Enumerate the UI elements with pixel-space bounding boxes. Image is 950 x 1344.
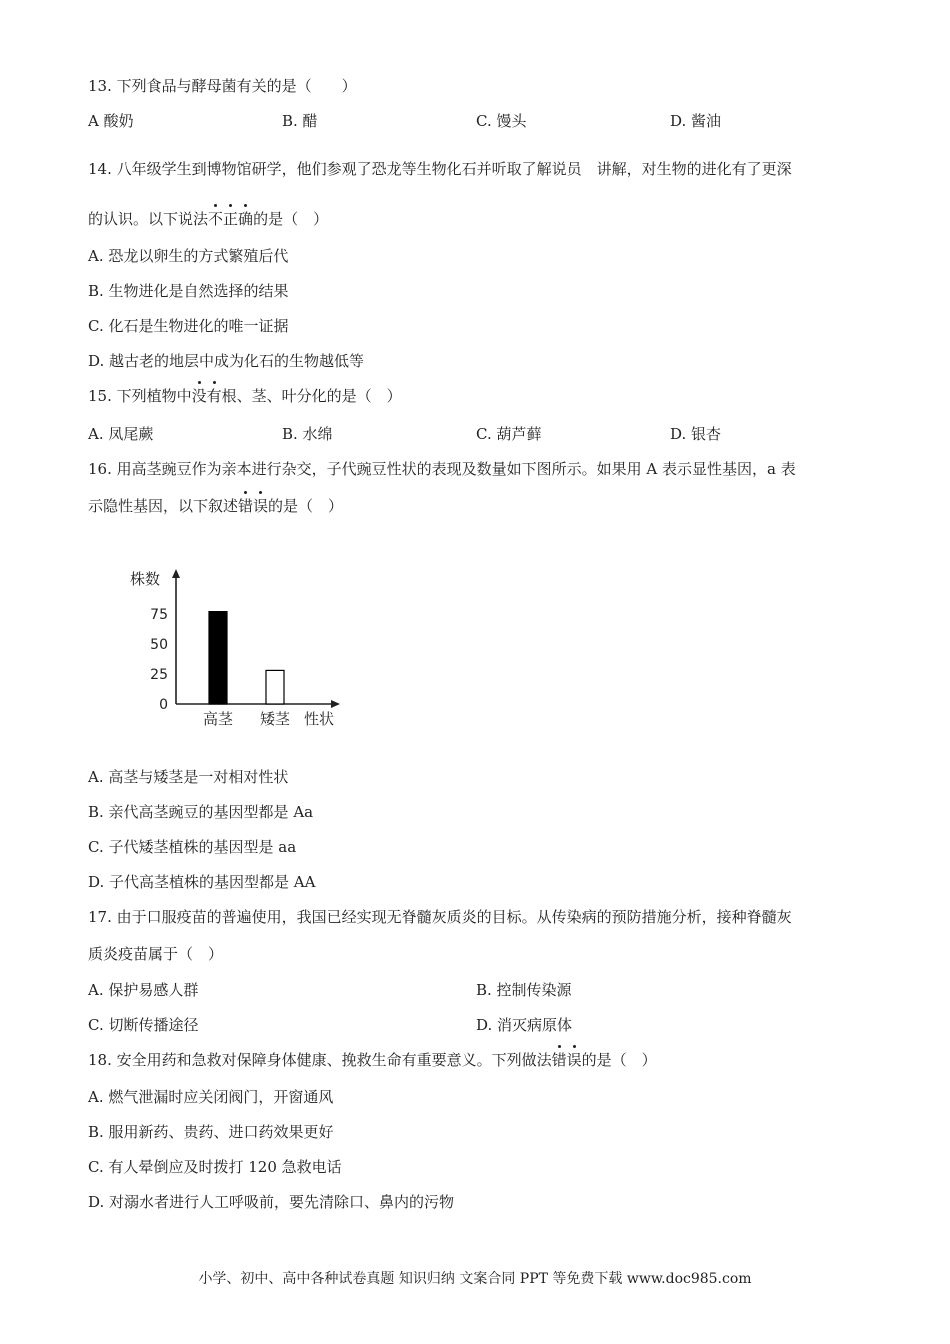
q14-option-a: A. 恐龙以卵生的方式繁殖后代 (88, 247, 289, 265)
q15-option-b: B. 水绵 (282, 425, 333, 443)
bar-chart (128, 564, 348, 734)
q17-option-a: A. 保护易感人群 (88, 981, 199, 999)
q14-option-b: B. 生物进化是自然选择的结果 (88, 282, 289, 300)
emphasis-char: 不 (208, 210, 224, 228)
x-category-label: 高茎 (202, 710, 234, 728)
q16-option-b: B. 亲代高茎豌豆的基因型都是 Aa (88, 803, 314, 821)
emphasis-char: 错 (238, 497, 254, 515)
q13-option-d: D. 酱油 (670, 112, 722, 130)
q18-stem: 18. 安全用药和急救对保障身体健康、挽救生命有重要意义。下列做法错误的是（ ） (88, 1051, 657, 1069)
q16-stem-line2: 示隐性基因，以下叙述错误的是（ ） (88, 497, 344, 515)
x-axis-label: 性状 (304, 710, 335, 728)
q16-option-a: A. 高茎与矮茎是一对相对性状 (88, 768, 289, 786)
y-tick-label: 25 (150, 667, 168, 683)
q13-option-a: A 酸奶 (88, 112, 134, 130)
q13-option-c: C. 馒头 (476, 112, 527, 130)
q14-stem-line1: 14. 八年级学生到博物馆研学，他们参观了恐龙等生物化石并听取了解说员 讲解，对生物的进化有了更深 (88, 160, 792, 178)
q17-stem-line1: 17. 由于口服疫苗的普遍使用，我国已经实现无脊髓灰质炎的目标。从传染病的预防措施分析，接种脊髓灰 (88, 908, 792, 926)
q16-stem-line1: 16. 用高茎豌豆作为亲本进行杂交，子代豌豆性状的表现及数量如下图所示。如果用 A 表示显性基因，a 表 (88, 460, 796, 478)
bar-short-stem (266, 670, 284, 704)
q16-option-c: C. 子代矮茎植株的基因型是 aa (88, 838, 297, 856)
q15-option-a: A. 凤尾蕨 (88, 425, 154, 443)
emphasis-char: 正 (223, 210, 239, 228)
q17-stem-line2: 质炎疫苗属于（ ） (88, 945, 224, 963)
x-category-label: 矮茎 (259, 710, 291, 728)
y-tick-label: 75 (150, 607, 168, 623)
emphasis-char: 有 (206, 387, 222, 405)
emphasis-char: 错 (551, 1051, 567, 1069)
emphasis-char: 确 (238, 210, 254, 228)
q15-stem: 15. 下列植物中没有根、茎、叶分化的是（ ） (88, 387, 402, 405)
q13-option-b: B. 醋 (282, 112, 318, 130)
q18-option-d: D. 对溺水者进行人工呼吸前，要先清除口、鼻内的污物 (88, 1193, 455, 1211)
y-tick-label: 0 (159, 697, 168, 713)
page-footer: 小学、初中、高中各种试卷真题 知识归纳 文案合同 PPT 等免费下载 www.doc985.com (198, 1271, 752, 1287)
q15-option-c: C. 葫芦藓 (476, 425, 542, 443)
q14-option-c: C. 化石是生物进化的唯一证据 (88, 317, 289, 335)
y-axis-label: 株数 (130, 570, 161, 588)
q15-option-d: D. 银杏 (670, 425, 722, 443)
q17-option-c: C. 切断传播途径 (88, 1016, 199, 1034)
y-axis-arrow (172, 569, 180, 578)
y-tick-label: 50 (150, 637, 168, 653)
x-axis-arrow (331, 700, 340, 708)
q14-stem-line2: 的认识。以下说法不正确的是（ ） (88, 210, 329, 228)
q14-option-d: D. 越古老的地层中成为化石的生物越低等 (88, 352, 365, 370)
q17-option-b: B. 控制传染源 (476, 981, 572, 999)
bar-tall-stem (209, 612, 227, 704)
q16-option-d: D. 子代高茎植株的基因型都是 AA (88, 873, 316, 891)
emphasis-char: 误 (566, 1051, 582, 1069)
q17-option-d: D. 消灭病原体 (476, 1016, 573, 1034)
emphasis-char: 误 (253, 497, 269, 515)
q18-option-b: B. 服用新药、贵药、进口药效果更好 (88, 1123, 334, 1141)
q18-option-c: C. 有人晕倒应及时拨打 120 急救电话 (88, 1158, 342, 1176)
q18-option-a: A. 燃气泄漏时应关闭阀门，开窗通风 (88, 1088, 334, 1106)
q13-stem: 13. 下列食品与酵母菌有关的是（ ） (88, 77, 357, 95)
emphasis-char: 没 (191, 387, 207, 405)
